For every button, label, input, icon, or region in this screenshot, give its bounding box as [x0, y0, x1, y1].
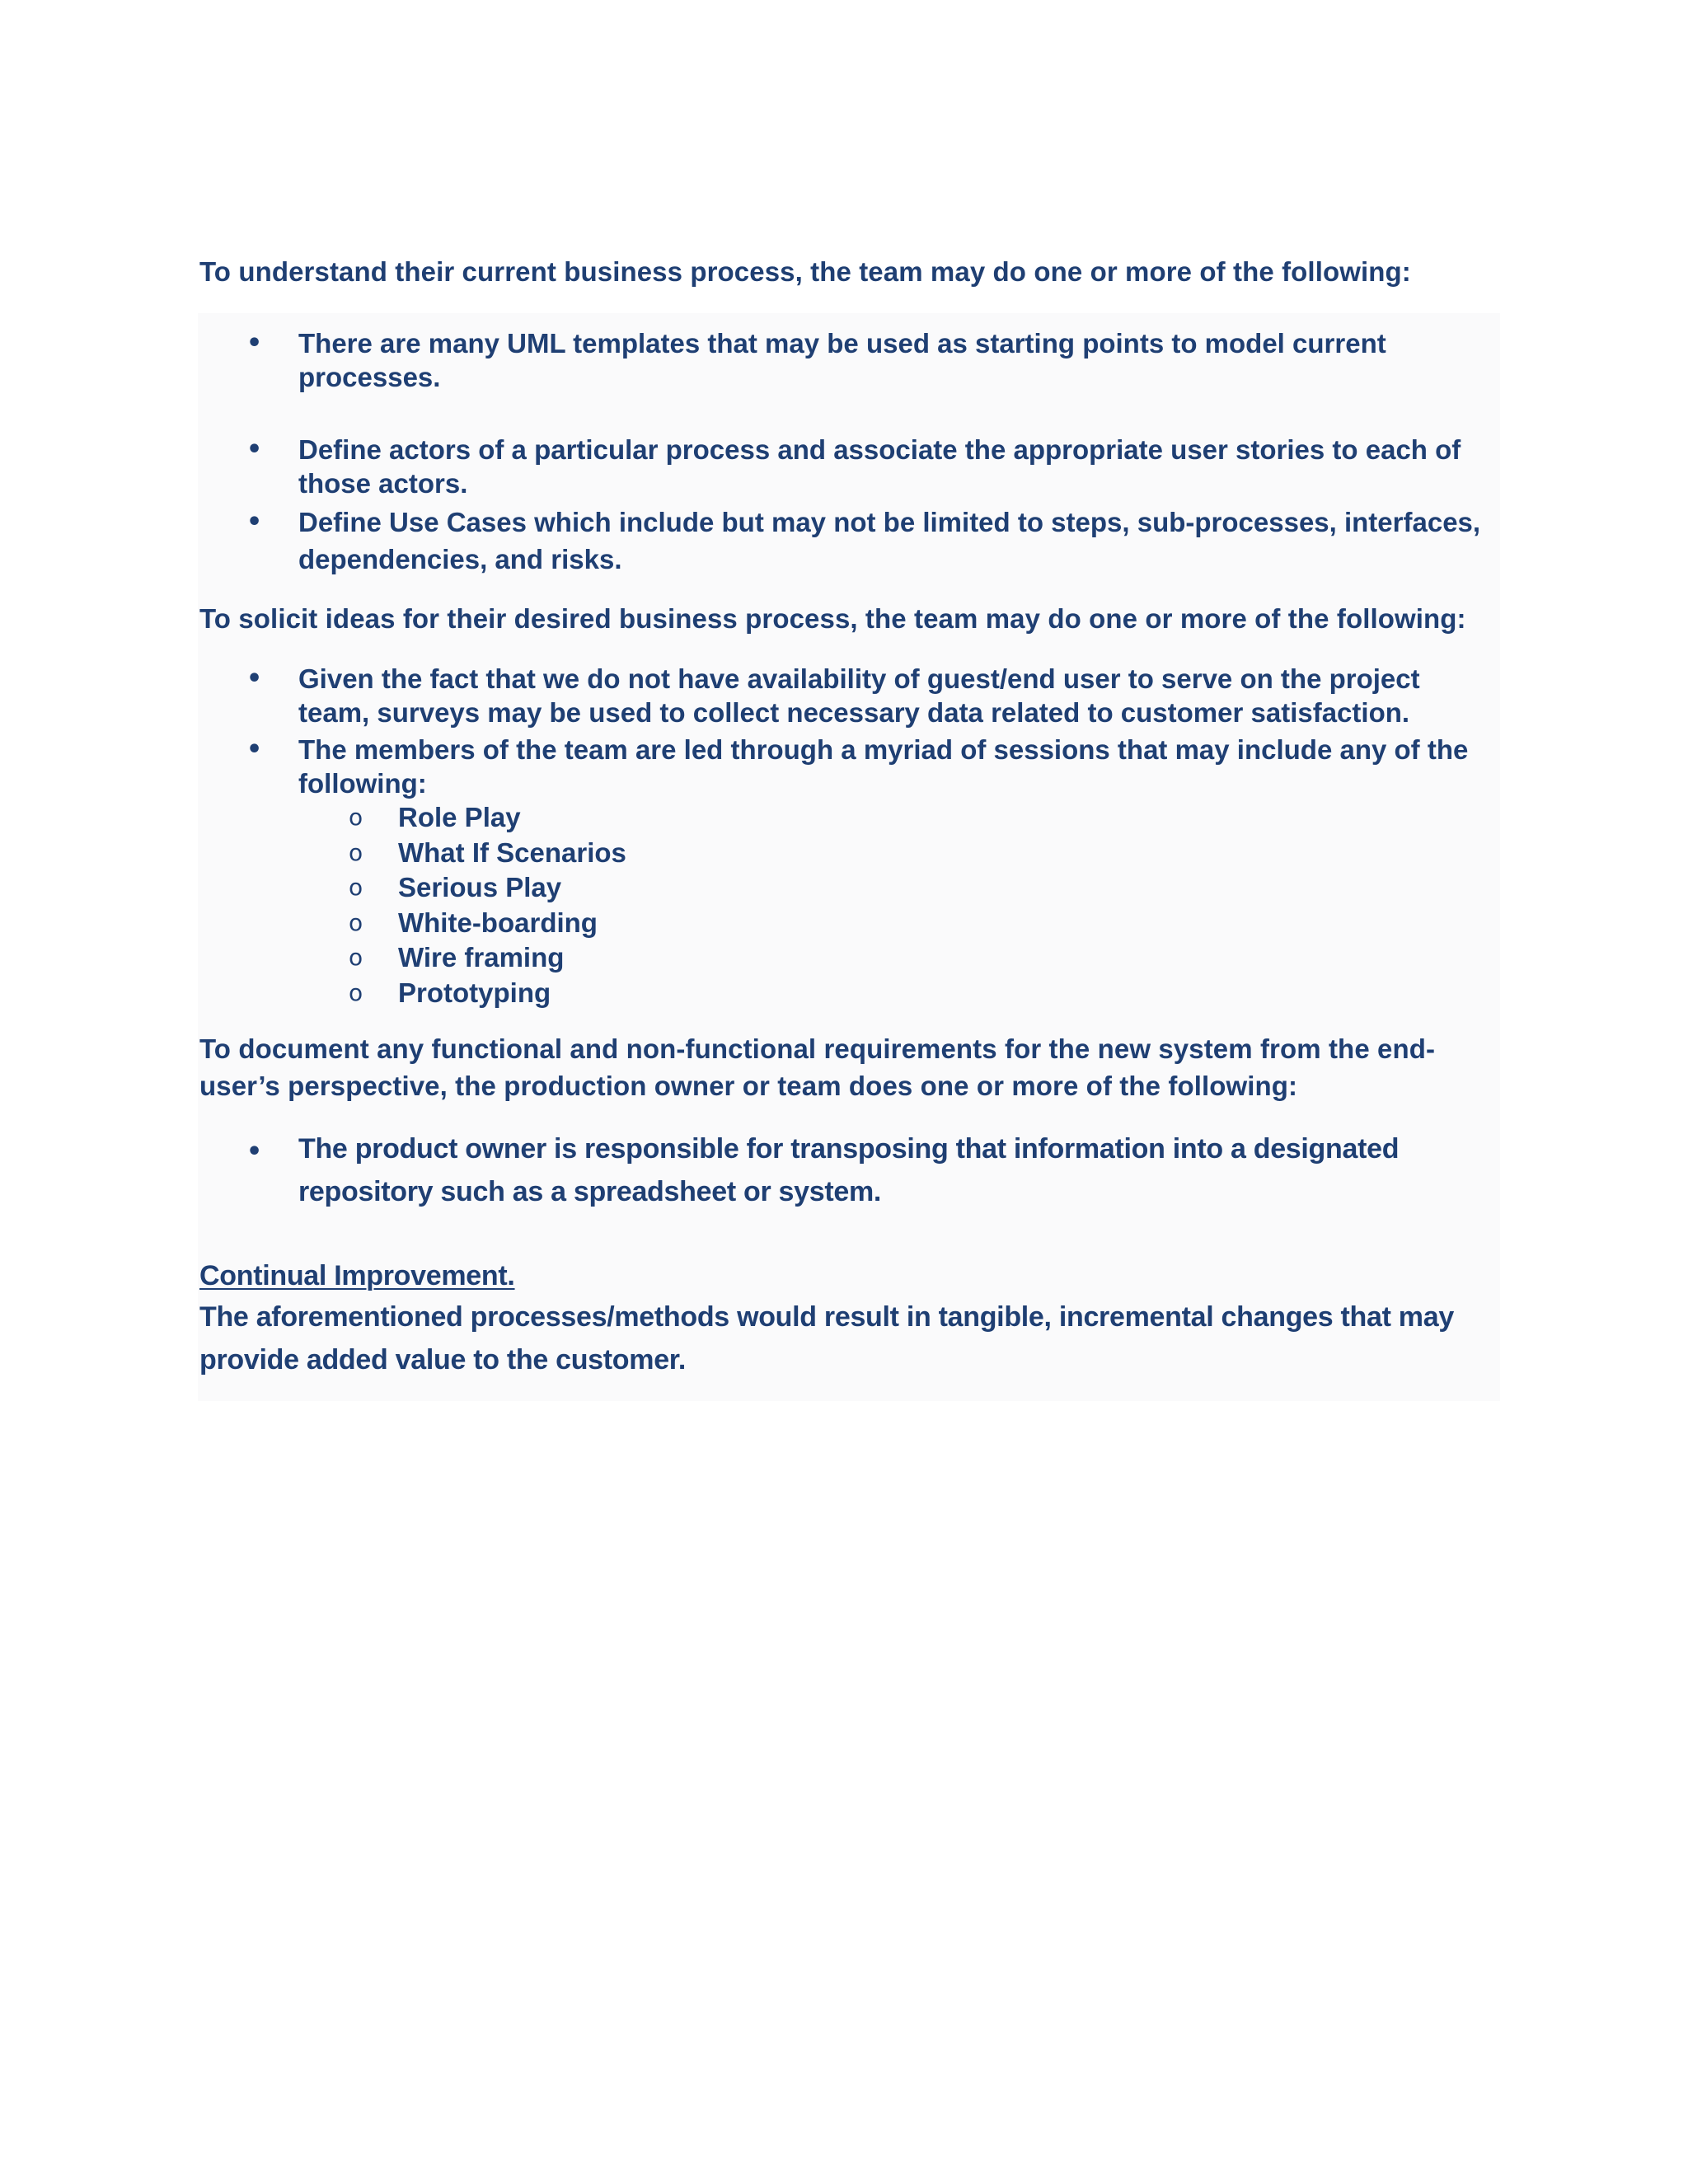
list-item-text: The members of the team are led through a myriad of sessions that may include any of the following: [298, 734, 1469, 799]
bullet-icon: • [246, 508, 263, 537]
continual-improvement-heading: Continual Improvement. [199, 1260, 515, 1291]
circle-bullet-icon: o [349, 908, 363, 936]
bullet-icon: • [246, 664, 263, 693]
section2-bullet-list [199, 662, 1485, 1010]
sub-list-item [199, 906, 1485, 941]
circle-bullet-icon: o [349, 838, 363, 866]
session-types-list [298, 800, 1485, 1010]
continual-improvement-body: The aforementioned processes/methods would result in tangible, incremental changes that may provide added value to the customer. [199, 1301, 1454, 1376]
list-item-text: Define actors of a particular process and associate the appropriate user stories to each of those actors. [298, 434, 1461, 499]
sub-list-item [199, 836, 1485, 871]
bullet-icon: • [246, 435, 263, 464]
sub-list-item-text: What If Scenarios [398, 837, 626, 868]
section1-intro: To understand their current business process, the team may do one or more of the following: [199, 256, 1411, 287]
sub-list-item [199, 940, 1485, 976]
list-item [199, 1127, 1485, 1213]
bullet-icon: • [246, 329, 263, 358]
sub-list-item-text: White-boarding [398, 907, 598, 938]
list-item [199, 662, 1485, 729]
section1-bullet-list [199, 326, 1485, 578]
sub-list-item-text: Prototyping [398, 977, 551, 1008]
section3-bullet-list [199, 1127, 1485, 1213]
circle-bullet-icon: o [349, 978, 363, 1006]
list-item [199, 504, 1485, 578]
sub-list-item-text: Wire framing [398, 942, 565, 972]
bullet-icon: • [246, 735, 263, 764]
circle-bullet-icon: o [349, 804, 363, 831]
list-item-text: There are many UML templates that may be used as starting points to model current processes. [298, 328, 1386, 392]
sub-list-item [199, 800, 1485, 836]
list-item [199, 433, 1485, 500]
circle-bullet-icon: o [349, 874, 363, 901]
section3-intro: To document any functional and non-functional requirements for the new system from the end-user’s perspective, the production owner or team does one or more of the following: [199, 1033, 1436, 1101]
document-content [199, 254, 1485, 1381]
sub-list-item-text: Serious Play [398, 872, 562, 902]
sub-list-item [199, 870, 1485, 906]
section2-intro: To solicit ideas for their desired business process, the team may do one or more of the following: [199, 603, 1466, 634]
sub-list-item [199, 976, 1485, 1011]
list-item-text: Define Use Cases which include but may not be limited to steps, sub-processes, interfaces, dependencies, and risks. [298, 507, 1481, 574]
bullet-icon: • [246, 1137, 262, 1166]
list-item-text: The product owner is responsible for transposing that information into a designated repository such as a spreadsheet or system. [298, 1133, 1400, 1207]
circle-bullet-icon: o [349, 944, 363, 971]
list-item [199, 733, 1485, 1010]
list-item-text: Given the fact that we do not have availability of guest/end user to serve on the project team, surveys may be used to collect necessary data related to customer satisfaction. [298, 663, 1420, 728]
sub-list-item-text: Role Play [398, 802, 521, 832]
list-item [199, 326, 1485, 394]
